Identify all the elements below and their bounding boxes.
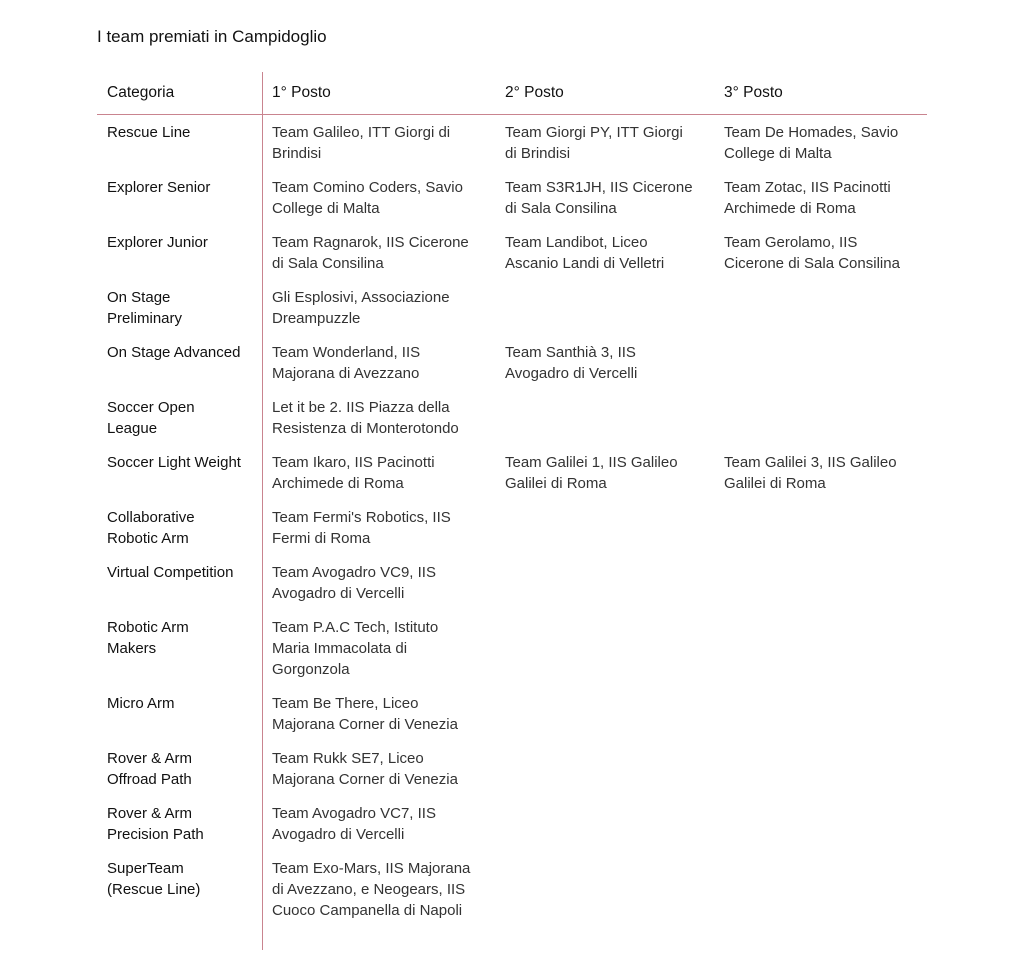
table-row (97, 452, 927, 494)
first-place-cell: Team Wonderland, IIS Majorana di Avezzano (272, 344, 421, 382)
category-cell: Rover & Arm Precision Path (107, 805, 204, 843)
table-row (97, 177, 927, 219)
first-place-cell: Team Comino Coders, Savio College di Malta (272, 179, 463, 217)
category-cell: Robotic Arm Makers (107, 619, 189, 657)
first-place-cell: Team Galileo, ITT Giorgi di Brindisi (272, 124, 451, 162)
header-terzo-posto: 3° Posto (724, 84, 783, 101)
first-place-cell: Team Ragnarok, IIS Cicerone di Sala Consilina (272, 234, 469, 272)
table-row (97, 803, 927, 845)
first-place-cell: Team Be There, Liceo Majorana Corner di Venezia (272, 695, 458, 733)
table-row (97, 507, 927, 549)
table-row (97, 122, 927, 164)
first-place-cell: Team Exo-Mars, IIS Majorana di Avezzano, e Neogears, IIS Cuoco Campanella di Napoli (272, 860, 471, 919)
category-cell: Micro Arm (107, 695, 175, 712)
table-row (97, 562, 927, 604)
header-secondo-posto: 2° Posto (505, 84, 564, 101)
table-row (97, 232, 927, 274)
first-place-cell: Team Rukk SE7, Liceo Majorana Corner di Venezia (272, 750, 458, 788)
category-cell: Explorer Junior (107, 234, 208, 251)
third-place-cell: Team Galilei 3, IIS Galileo Galilei di Roma (724, 454, 897, 492)
table-row (97, 693, 927, 735)
second-place-cell: Team Santhià 3, IIS Avogadro di Vercelli (505, 344, 638, 382)
second-place-cell: Team Galilei 1, IIS Galileo Galilei di Roma (505, 454, 678, 492)
category-cell: Soccer Light Weight (107, 454, 241, 471)
category-cell: Explorer Senior (107, 179, 211, 196)
table-row (97, 287, 927, 329)
category-cell: Rover & Arm Offroad Path (107, 750, 193, 788)
first-place-cell: Team P.A.C Tech, Istituto Maria Immacolata di Gorgonzola (272, 619, 439, 678)
first-place-cell: Team Avogadro VC7, IIS Avogadro di Vercelli (272, 805, 436, 843)
awards-table (97, 72, 927, 934)
category-cell: On Stage Preliminary (107, 289, 183, 327)
second-place-cell: Team Giorgi PY, ITT Giorgi di Brindisi (505, 124, 683, 162)
category-cell: Collaborative Robotic Arm (107, 509, 195, 547)
third-place-cell: Team Zotac, IIS Pacinotti Archimede di Roma (724, 179, 891, 217)
header-categoria: Categoria (107, 84, 175, 101)
page-title: I team premiati in Campidoglio (97, 27, 327, 46)
second-place-cell: Team S3R1JH, IIS Cicerone di Sala Consilina (505, 179, 693, 217)
category-cell: Rescue Line (107, 124, 191, 141)
table-body (97, 115, 927, 921)
category-cell: Virtual Competition (107, 564, 234, 581)
table-row (97, 748, 927, 790)
first-place-cell: Let it be 2. IIS Piazza della Resistenza di Monterotondo (272, 399, 459, 437)
first-place-cell: Team Avogadro VC9, IIS Avogadro di Vercelli (272, 564, 436, 602)
first-place-cell: Gli Esplosivi, Associazione Dreampuzzle (272, 289, 450, 327)
table-row (97, 397, 927, 439)
category-cell: SuperTeam (Rescue Line) (107, 860, 201, 898)
table-row (97, 858, 927, 921)
category-cell: On Stage Advanced (107, 344, 241, 361)
header-primo-posto: 1° Posto (272, 84, 331, 101)
third-place-cell: Team De Homades, Savio College di Malta (724, 124, 899, 162)
third-place-cell: Team Gerolamo, IIS Cicerone di Sala Consilina (724, 234, 900, 272)
first-place-cell: Team Fermi's Robotics, IIS Fermi di Roma (272, 509, 451, 547)
table-row (97, 342, 927, 384)
column-divider (262, 72, 263, 950)
first-place-cell: Team Ikaro, IIS Pacinotti Archimede di Roma (272, 454, 435, 492)
table-row (97, 617, 927, 680)
second-place-cell: Team Landibot, Liceo Ascanio Landi di Velletri (505, 234, 665, 272)
category-cell: Soccer Open League (107, 399, 195, 437)
table-header (97, 72, 927, 115)
